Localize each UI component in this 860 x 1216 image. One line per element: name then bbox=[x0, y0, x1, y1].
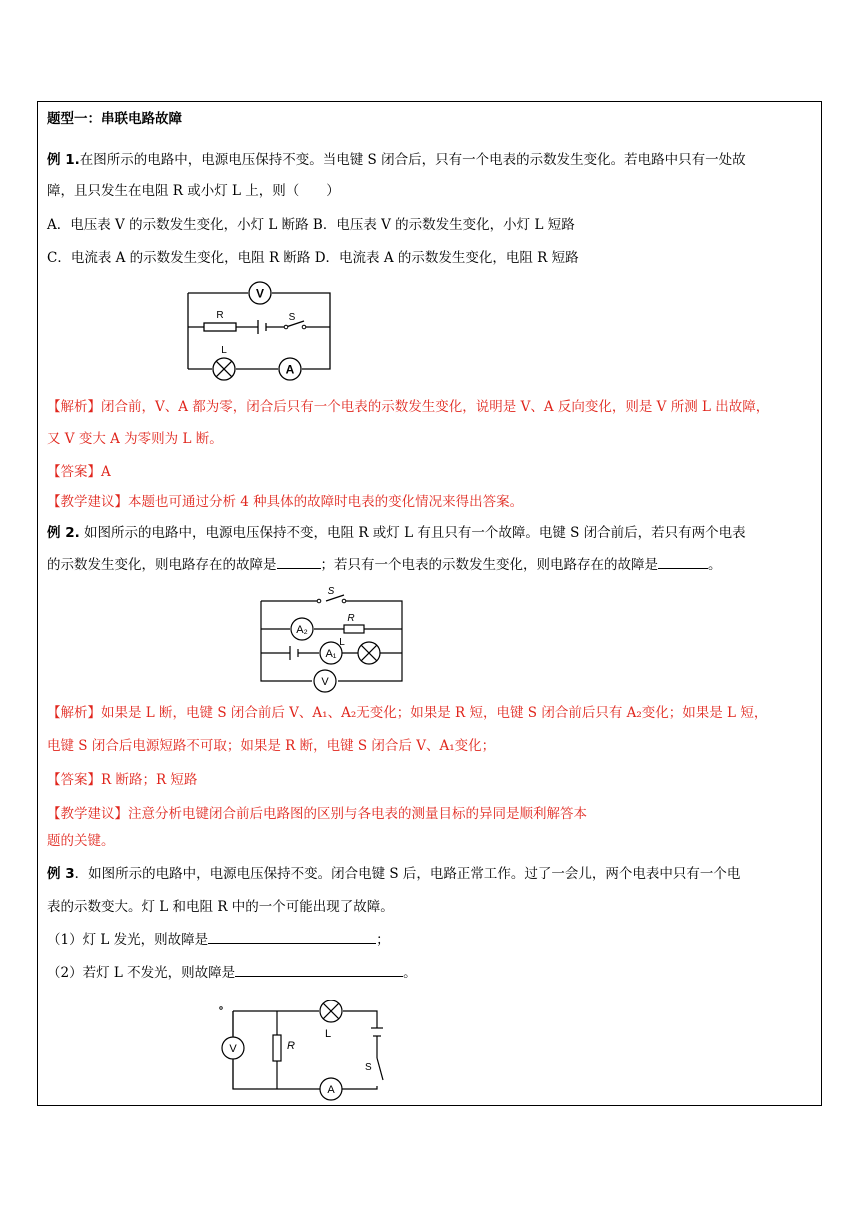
ex2-analysis-line1: 【解析】如果是 L 断，电键 S 闭合前后 V、A₁、A₂无变化；如果是 R 短，电键 S 闭合前后只有 A₂变化；如果是 L 短， bbox=[47, 705, 768, 721]
ex1-s-label: S bbox=[288, 312, 296, 323]
ex3-lamp-icon bbox=[320, 1000, 342, 1022]
ex2-l-label: L bbox=[339, 637, 345, 648]
ex3-blank-2[interactable] bbox=[235, 964, 403, 977]
ex2-question-line1 bbox=[47, 524, 746, 542]
ex3-part2 bbox=[47, 964, 417, 982]
ex3-text1: ．如图所示的电路中，电源电压保持不变。闭合电键 S 后，电路正常工作。过了一会儿，两个电表中只有一个电 bbox=[74, 866, 741, 882]
ex2-text2a: 的示数发生变化，则电路存在的故障是 bbox=[47, 557, 277, 573]
ex2-blank-1[interactable] bbox=[277, 556, 321, 569]
ex2-a1-label: A₁ bbox=[325, 648, 337, 660]
ex2-r-label: R bbox=[347, 613, 355, 624]
ex3-question-line1 bbox=[47, 865, 740, 883]
ex3-part1 bbox=[47, 931, 390, 949]
ex2-text1: 如图所示的电路中，电源电压保持不变，电阻 R 或灯 L 有且只有一个故障。电键 S 闭合前后，若只有两个电表 bbox=[79, 525, 746, 541]
ex1-l-label: L bbox=[221, 345, 227, 356]
ex1-lamp-icon bbox=[213, 358, 235, 380]
ex3-l-label: L bbox=[325, 1028, 332, 1040]
ex1-answer: 【答案】A bbox=[47, 464, 111, 480]
ex2-question-line2 bbox=[47, 556, 722, 574]
ex2-a2-label: A₂ bbox=[296, 624, 308, 636]
ex2-text2c: 。 bbox=[708, 557, 722, 573]
ex3-circuit-diagram bbox=[215, 1000, 395, 1103]
ex1-analysis-line1: 【解析】闭合前，V、A 都为零，闭合后只有一个电表的示数发生变化，说明是 V、A 反向变化，则是 V 所测 L 出故障， bbox=[47, 399, 770, 415]
ex2-v-label: V bbox=[321, 676, 329, 688]
ex2-answer: 【答案】R 断路；R 短路 bbox=[47, 772, 198, 788]
ex3-part2-end: 。 bbox=[403, 965, 417, 981]
ex3-question-line2: 表的示数变大。灯 L 和电阻 R 中的一个可能出现了故障。 bbox=[47, 899, 394, 915]
ex3-part1-end: ； bbox=[376, 932, 390, 948]
ex1-label: 例 1. bbox=[47, 152, 80, 168]
ex1-options-ab: A．电压表 V 的示数发生变化，小灯 L 断路 B．电压表 V 的示数发生变化，小灯 L 短路 bbox=[47, 217, 575, 233]
ex2-circuit-diagram bbox=[256, 585, 408, 695]
ex3-s-label: S bbox=[365, 1062, 372, 1073]
ex3-part2-text: （2）若灯 L 不发光，则故障是 bbox=[47, 965, 236, 981]
ex3-label: 例 3 bbox=[47, 866, 75, 882]
ex1-v-label: V bbox=[255, 286, 265, 301]
ex3-r-label: R bbox=[287, 1040, 295, 1052]
ex2-label: 例 2. bbox=[47, 525, 80, 541]
section-title: 题型一：串联电路故障 bbox=[47, 111, 182, 127]
ex1-question-line2: 障，且只发生在电阻 R 或小灯 L 上，则（ ） bbox=[47, 183, 340, 199]
ex3-v-label: V bbox=[229, 1043, 237, 1055]
ex1-circuit-diagram bbox=[180, 278, 340, 384]
ex3-blank-1[interactable] bbox=[208, 931, 376, 944]
ex2-text2b: ；若只有一个电表的示数发生变化，则电路存在的故障是 bbox=[320, 557, 658, 573]
ex1-analysis-line2: 又 V 变大 A 为零则为 L 断。 bbox=[47, 431, 223, 447]
ex1-a-label: A bbox=[285, 362, 295, 377]
ex2-lamp-icon bbox=[358, 642, 380, 664]
ex1-question-line1 bbox=[47, 151, 746, 169]
ex2-analysis-line2: 电键 S 闭合后电源短路不可取；如果是 R 断，电键 S 闭合后 V、A₁变化； bbox=[47, 738, 496, 754]
ex3-a-label: A bbox=[327, 1084, 335, 1096]
ex1-teaching-advice: 【教学建议】本题也可通过分析 4 种具体的故障时电表的变化情况来得出答案。 bbox=[47, 494, 524, 510]
ex2-teaching-advice-line2: 题的关键。 bbox=[47, 833, 115, 849]
ex1-r-label: R bbox=[216, 310, 224, 321]
ex1-text1: 在图所示的电路中，电源电压保持不变。当电键 S 闭合后，只有一个电表的示数发生变化。若电路中只有一处故 bbox=[79, 152, 746, 168]
ex2-s-label: S bbox=[327, 586, 335, 597]
ex2-teaching-advice-line1: 【教学建议】注意分析电键闭合前后电路图的区别与各电表的测量目标的异同是顺利解答本 bbox=[47, 806, 587, 822]
ex3-part1-text: （1）灯 L 发光，则故障是 bbox=[47, 932, 209, 948]
ex2-blank-2[interactable] bbox=[658, 556, 708, 569]
ex1-options-cd: C．电流表 A 的示数发生变化，电阻 R 断路 D．电流表 A 的示数发生变化，电阻 R 短路 bbox=[47, 250, 579, 266]
